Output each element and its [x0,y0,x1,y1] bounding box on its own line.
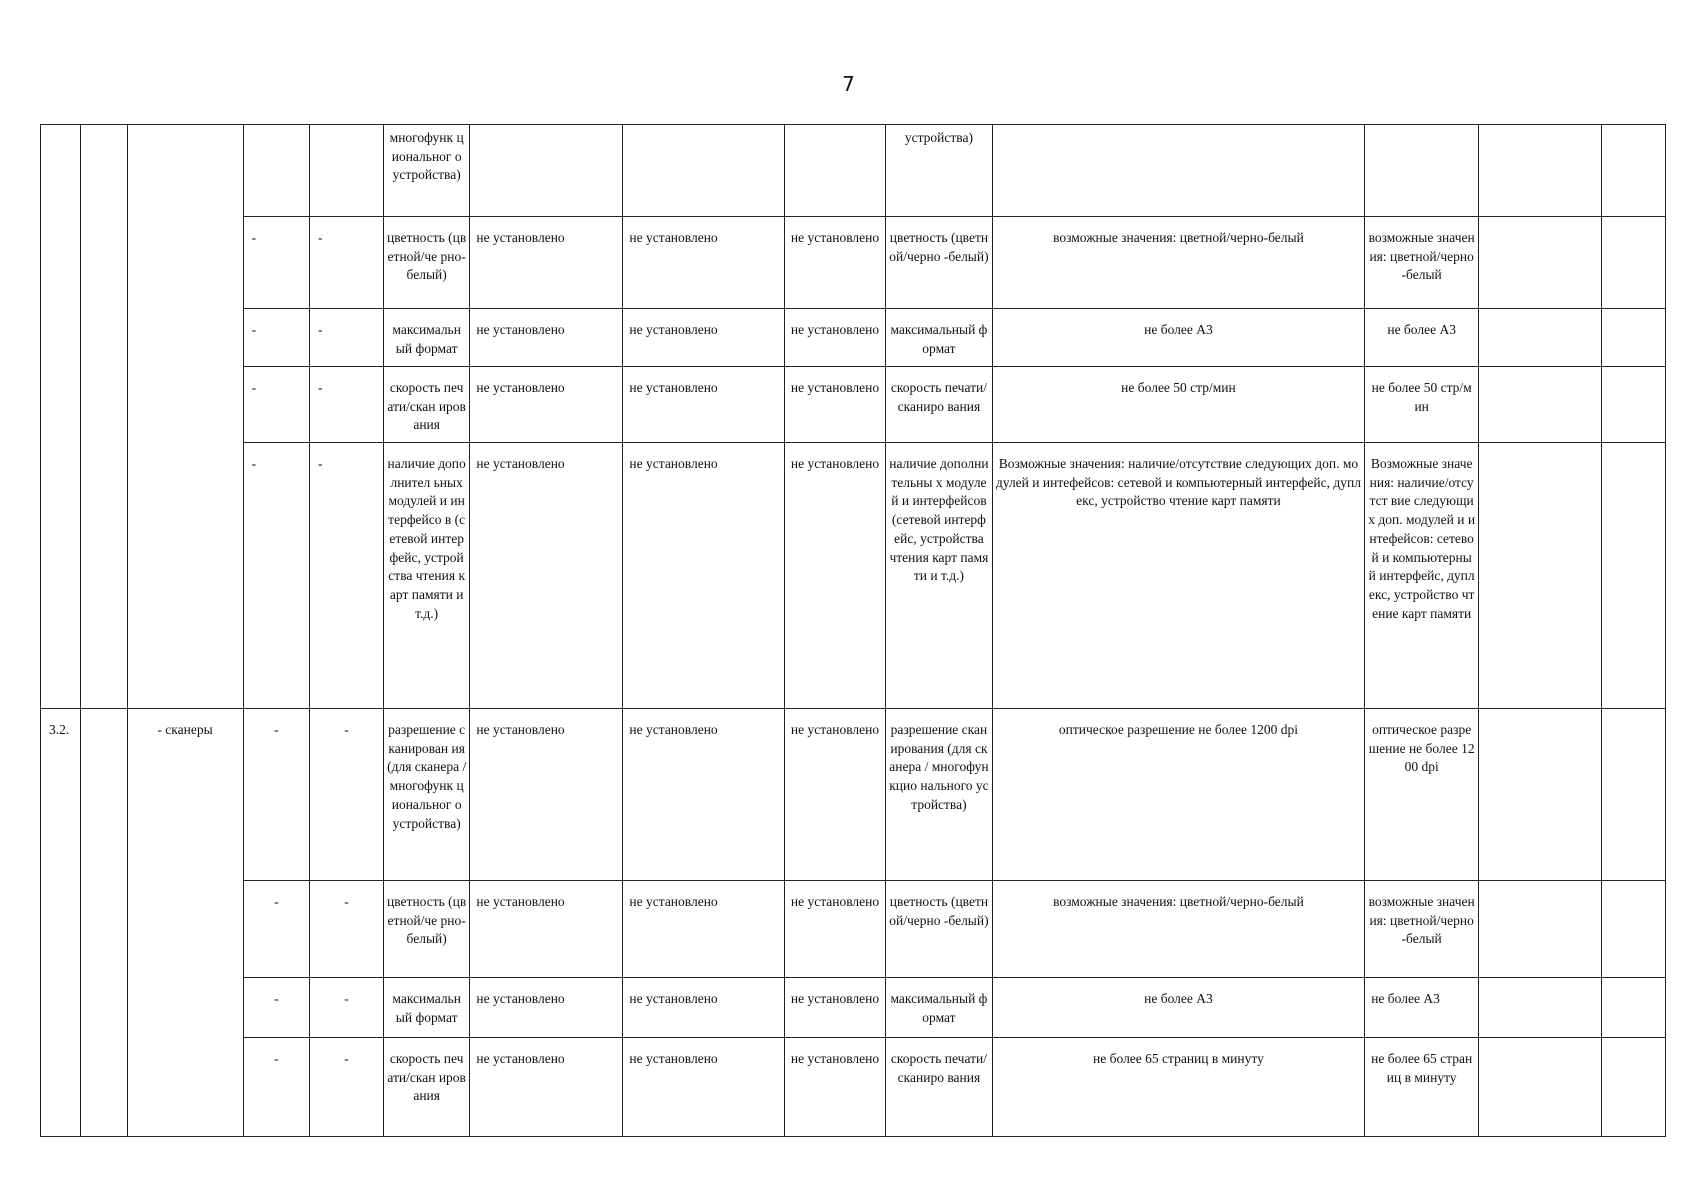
cell-param-2: максимальный формат [886,978,993,1038]
cell-empty [1601,125,1665,217]
cell-param: разрешение сканирован ия (для сканера / многофунк циональног о устройства) [383,709,470,881]
cell-not-set: не установлено [784,709,885,881]
cell-dash-a: - [243,1038,309,1137]
cell-not-set: не установлено [784,367,885,443]
cell-value: Возможные значения: наличие/отсутствие следующих доп. модулей и интефейсов: сетевой и компьютерный интерфейс, дуплекс, устройство чтение карт памяти [992,443,1364,709]
cell-empty [1601,881,1665,978]
cell-param: наличие дополнител ьных модулей и интерфейсо в (сетевой интерфейс, устройства чтения карт памяти и т.д.) [383,443,470,709]
cell-not-set: не установлено [470,367,623,443]
cell-dash-a: - [243,978,309,1038]
cell-dash-a: - [243,309,309,367]
cell-empty [1479,1038,1601,1137]
cell-dash-a: - [243,443,309,709]
cell-not-set: не установлено [470,217,623,309]
cell-empty [1479,881,1601,978]
cell-dash-a: - [243,881,309,978]
cell-value: не более 65 страниц в минуту [992,1038,1364,1137]
table-row [41,309,1666,367]
cell-param-2: цветность (цветной/черно -белый) [886,881,993,978]
cell-empty [623,125,784,217]
cell-value-2: не более 65 страниц в минуту [1365,1038,1479,1137]
table-row [41,217,1666,309]
cell-dash-b: - [310,309,384,367]
specification-table [40,124,1666,1137]
table-row [41,125,1666,217]
cell-not-set: не установлено [470,709,623,881]
cell-param: скорость печати/скан ирования [383,367,470,443]
cell-not-set: не установлено [623,367,784,443]
cell-empty [1601,978,1665,1038]
cell-dash-a: - [243,367,309,443]
cell-not-set: не установлено [623,881,784,978]
cell-value-2 [1365,125,1479,217]
cell-value: возможные значения: цветной/черно-белый [992,217,1364,309]
cell-empty [1601,1038,1665,1137]
cell-empty [1601,709,1665,881]
cell-not-set: не установлено [784,309,885,367]
cell-dash-b [310,125,384,217]
cell-param-2: скорость печати/сканиро вания [886,367,993,443]
cell-param-2: разрешение сканирования (для сканера / многофункцио нального устройства) [886,709,993,881]
cell-empty [784,125,885,217]
cell-not-set: не установлено [784,978,885,1038]
cell-value: возможные значения: цветной/черно-белый [992,881,1364,978]
cell-dash-b: - [310,709,384,881]
cell-empty [1479,978,1601,1038]
cell-dash-a: - [243,709,309,881]
cell-section-number: 3.2. [41,709,81,1137]
cell-empty [1479,217,1601,309]
cell-dash-a: - [243,217,309,309]
table-row [41,443,1666,709]
cell-value-2: не более А3 [1365,978,1479,1038]
cell-value: не более 50 стр/мин [992,367,1364,443]
table-row [41,367,1666,443]
cell-not-set: не установлено [623,443,784,709]
cell-value-2: не более А3 [1365,309,1479,367]
table-row [41,881,1666,978]
cell-dash-b: - [310,881,384,978]
cell-not-set: не установлено [784,881,885,978]
cell-not-set: не установлено [470,881,623,978]
cell-value-2: возможные значения: цветной/черно-белый [1365,881,1479,978]
cell-param: максимальн ый формат [383,978,470,1038]
cell-param-2: наличие дополнительны х модулей и интерфейсов (сетевой интерфейс, устройства чтения карт памяти и т.д.) [886,443,993,709]
cell-empty [470,125,623,217]
cell-param: цветность (цветной/че рно-белый) [383,217,470,309]
cell-not-set: не установлено [470,443,623,709]
cell-code [81,125,127,709]
cell-empty [1479,309,1601,367]
cell-param-2: скорость печати/сканиро вания [886,1038,993,1137]
cell-param-2: максимальный формат [886,309,993,367]
table-row [41,709,1666,881]
cell-dash-b: - [310,1038,384,1137]
cell-dash-b: - [310,978,384,1038]
cell-not-set: не установлено [623,309,784,367]
page-number: 7 [842,72,855,96]
cell-empty [1601,367,1665,443]
cell-value: не более А3 [992,309,1364,367]
cell-param: цветность (цветной/че рно-белый) [383,881,470,978]
cell-dash-b: - [310,217,384,309]
cell-value: оптическое разрешение не более 1200 dpi [992,709,1364,881]
cell-value-2: возможные значения: цветной/черно-белый [1365,217,1479,309]
cell-param: скорость печати/скан ирования [383,1038,470,1137]
cell-dash-b: - [310,443,384,709]
cell-code [81,709,127,1137]
cell-not-set: не установлено [623,217,784,309]
cell-value-2: оптическое разрешение не более 1200 dpi [1365,709,1479,881]
cell-dash-a [243,125,309,217]
cell-value-2: не более 50 стр/мин [1365,367,1479,443]
cell-empty [1601,217,1665,309]
cell-not-set: не установлено [623,709,784,881]
table-row [41,978,1666,1038]
cell-not-set: не установлено [784,1038,885,1137]
cell-section-name: - сканеры [127,709,243,1137]
cell-dash-b: - [310,367,384,443]
cell-param-2: устройства) [886,125,993,217]
cell-param: максимальн ый формат [383,309,470,367]
cell-value-2: Возможные значения: наличие/отсутст вие следующих доп. модулей и интефейсов: сетевой и компьютерный интерфейс, дуплекс, устройство чтение карт памяти [1365,443,1479,709]
cell-not-set: не установлено [470,309,623,367]
cell-empty [1479,367,1601,443]
cell-value: не более А3 [992,978,1364,1038]
cell-empty [1601,309,1665,367]
cell-not-set: не установлено [623,978,784,1038]
cell-not-set: не установлено [470,1038,623,1137]
cell-number [41,125,81,709]
cell-not-set: не установлено [784,217,885,309]
cell-category [127,125,243,709]
cell-empty [1601,443,1665,709]
cell-empty [1479,443,1601,709]
table-row [41,1038,1666,1137]
cell-not-set: не установлено [470,978,623,1038]
cell-not-set: не установлено [623,1038,784,1137]
cell-not-set: не установлено [784,443,885,709]
cell-param-2: цветность (цветной/черно -белый) [886,217,993,309]
cell-empty [1479,709,1601,881]
cell-value [992,125,1364,217]
cell-empty [1479,125,1601,217]
cell-param: многофунк циональног о устройства) [383,125,470,217]
